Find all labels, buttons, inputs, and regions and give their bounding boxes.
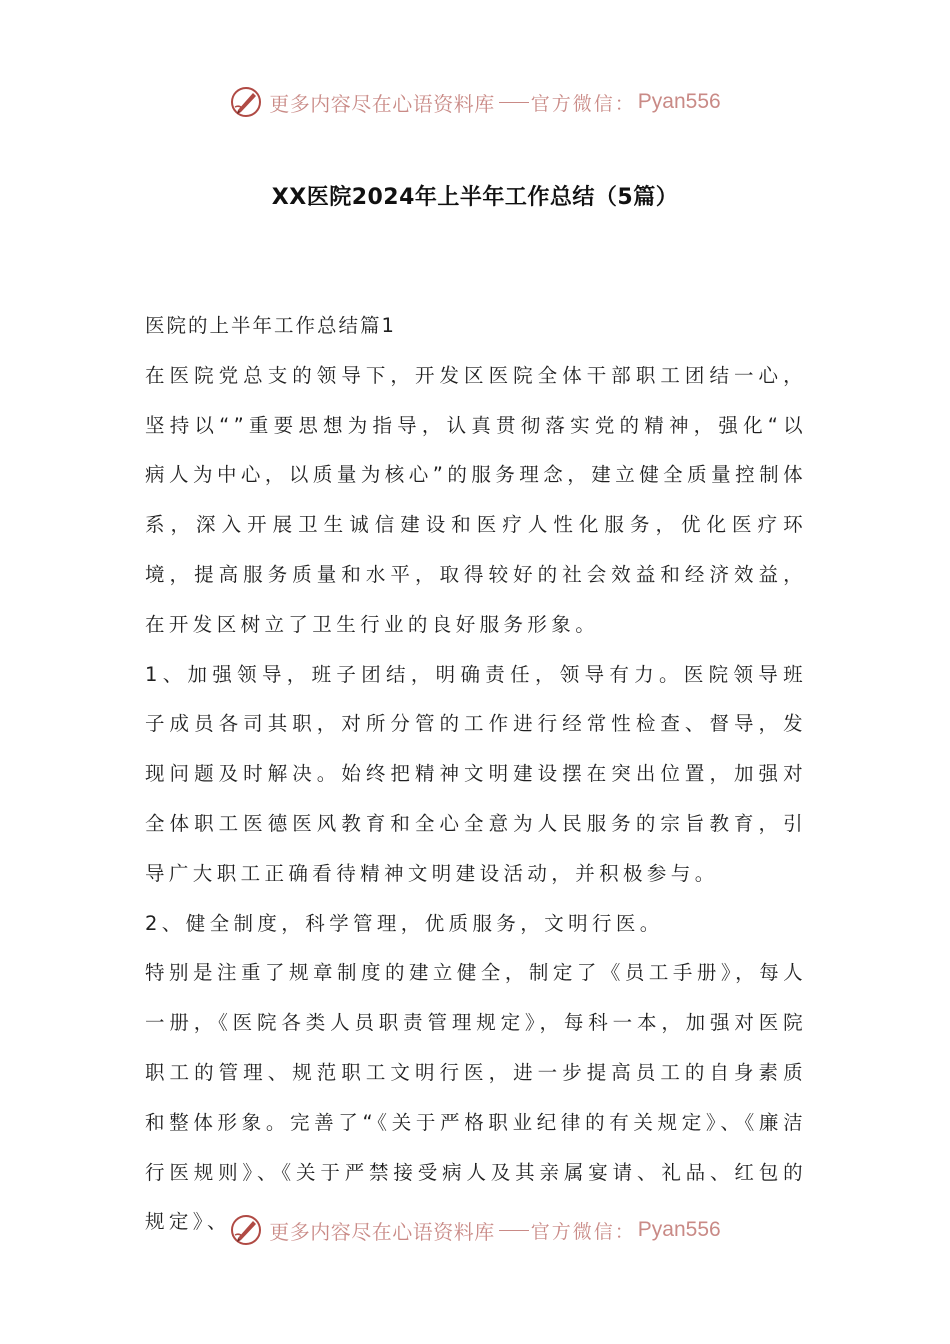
paragraph: 特别是注重了规章制度的建立健全，制定了《员工手册》，每人一册，《医院各类人员职责管理规定》，每科一本，加强对医院职工的管理、规范职工文明行医，进一步提高员工的自身素质和整体形象。完善了“《关于严格职业纪律的有关规定》、《廉洁行医规则》、《关于严禁接受病人及其亲属宴请、礼品、红包的规定》、 (145, 961, 807, 1234)
watermark-dash (499, 1230, 529, 1231)
section-heading: 医院的上半年工作总结篇1 (145, 314, 396, 337)
paragraph: 1、加强领导，班子团结，明确责任，领导有力。医院领导班子成员各司其职，对所分管的工作进行经常性检查、督导，发现问题及时解决。始终把精神文明建设摆在突出位置，加强对全体职工医德医风教育和全心全意为人民服务的宗旨教育，引导广大职工正确看待精神文明建设活动，并积极参与。 (145, 662, 807, 885)
paragraph: 在医院党总支的领导下，开发区医院全体干部职工团结一心，坚持以“”重要思想为指导，认真贯彻落实党的精神，强化“以病人为中心，以质量为核心”的服务理念，建立健全质量控制体系，深入开展卫生诚信建设和医疗人性化服务，优化医疗环境，提高服务质量和水平，取得较好的社会效益和经济效益，在开发区树立了卫生行业的良好服务形象。 (145, 363, 807, 636)
watermark-text-cn2: 官方微信： (530, 1220, 636, 1243)
document-title: XX医院2024年上半年工作总结（5篇） (271, 185, 679, 210)
paragraph: 2、健全制度，科学管理，优质服务，文明行医。 (145, 911, 664, 935)
footer-watermark (0, 1212, 950, 1248)
watermark-dash (499, 102, 529, 103)
pen-logo-icon (229, 1213, 263, 1247)
pen-logo-icon (229, 85, 263, 119)
watermark-text-cn: 更多内容尽在心语资料库 (269, 91, 495, 116)
watermark-wechat-id: Pyan556 (637, 90, 721, 113)
header-watermark (0, 84, 950, 120)
watermark-text-cn: 更多内容尽在心语资料库 (269, 1219, 495, 1244)
watermark-wechat-id: Pyan556 (637, 1218, 721, 1241)
watermark-text-cn2: 官方微信： (530, 92, 636, 115)
document-body (145, 301, 807, 1247)
